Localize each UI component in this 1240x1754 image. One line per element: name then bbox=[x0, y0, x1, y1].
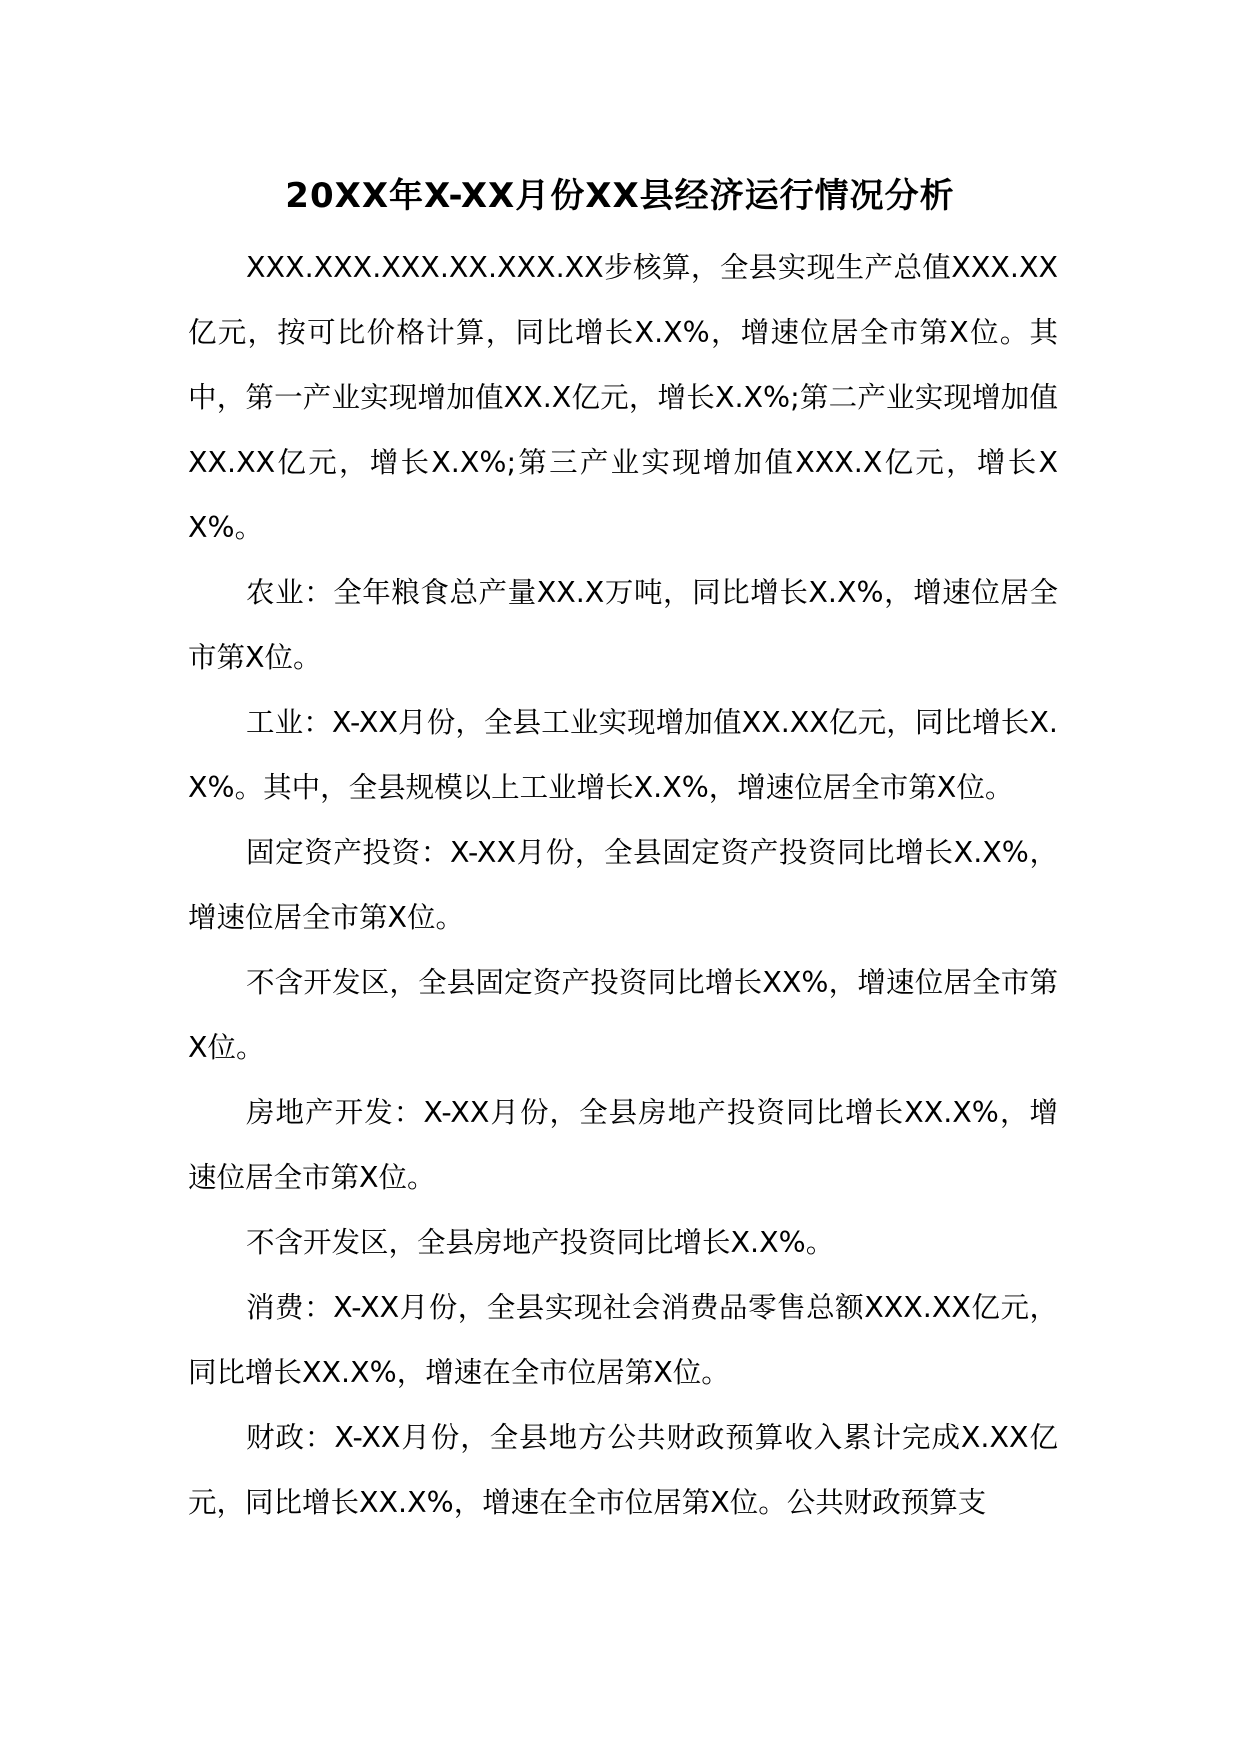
document-title: 20XX年X-XX月份XX县经济运行情况分析 bbox=[285, 176, 955, 216]
paragraph-real-estate-excluding-dev-zone: 不含开发区，全县房地产投资同比增长X.X%。 bbox=[246, 1226, 835, 1259]
paragraph-industry: 工业：X-XX月份，全县工业实现增加值XX.XX亿元，同比增长X.X%。其中，全县规模以上工业增长X.X%，增速位居全市第X位。 bbox=[188, 706, 1058, 804]
paragraph-fixed-asset-excluding-dev-zone: 不含开发区，全县固定资产投资同比增长XX%，增速位居全市第X位。 bbox=[188, 966, 1058, 1064]
paragraph-gdp: XXX.XXX.XXX.XX.XXX.XX步核算，全县实现生产总值XXX.XX亿元，按可比价格计算，同比增长X.X%，增速位居全市第X位。其中，第一产业实现增加值XX.X亿元，增长X.X%;第二产业实现增加值XX.XX亿元，增长X.X%;第三产业实现增加值XXX.X亿元，增长XX%。 bbox=[188, 251, 1058, 544]
paragraph-fixed-asset-investment: 固定资产投资：X-XX月份，全县固定资产投资同比增长X.X%，增速位居全市第X位。 bbox=[188, 836, 1058, 934]
paragraph-consumption: 消费：X-XX月份，全县实现社会消费品零售总额XXX.XX亿元，同比增长XX.X%，增速在全市位居第X位。 bbox=[188, 1291, 1058, 1389]
document-body bbox=[188, 235, 1058, 1535]
paragraph-real-estate: 房地产开发：X-XX月份，全县房地产投资同比增长XX.X%，增速位居全市第X位。 bbox=[188, 1096, 1058, 1194]
paragraph-agriculture: 农业：全年粮食总产量XX.X万吨，同比增长X.X%，增速位居全市第X位。 bbox=[188, 576, 1058, 674]
paragraph-finance: 财政：X-XX月份，全县地方公共财政预算收入累计完成X.XX亿元，同比增长XX.X%，增速在全市位居第X位。公共财政预算支 bbox=[188, 1421, 1058, 1519]
